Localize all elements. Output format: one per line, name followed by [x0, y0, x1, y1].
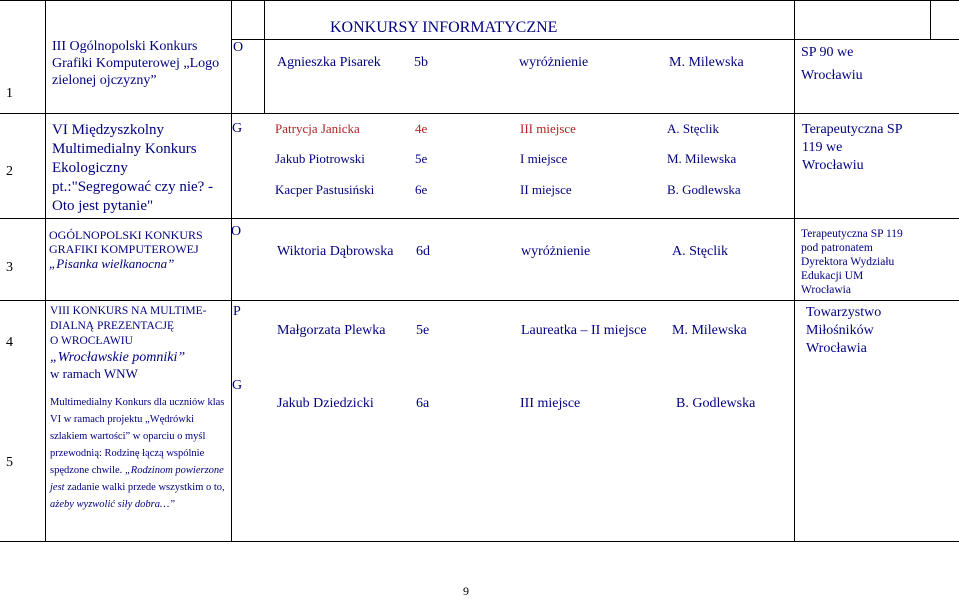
contest-name: „Wrocławskie pomniki” — [50, 350, 186, 365]
student-name: Małgorzata Plewka — [277, 323, 386, 338]
contest-name: III Ogólnopolski Konkurs Grafiki Komputerowej „Logo zielonej ojczyzny” — [52, 39, 220, 88]
student-name: Kacper Pastusiński — [275, 182, 375, 197]
student-name: Jakub Dziedzicki — [277, 396, 374, 411]
table-title: KONKURSY INFORMATYCZNE — [330, 19, 558, 36]
contest-name: w ramach WNW — [50, 366, 138, 381]
student-class: 4e — [415, 121, 428, 136]
table-col-separator — [794, 0, 795, 542]
teacher: B. Godlewska — [676, 396, 756, 411]
student-class: 6d — [416, 244, 430, 259]
contest-type: O — [233, 40, 244, 55]
contest-name: „Pisanka wielkanocna” — [49, 256, 175, 271]
teacher: M. Milewska — [669, 55, 744, 70]
student-class: 5b — [414, 55, 428, 70]
contest-name: GRAFIKI KOMPUTEROWEJ — [49, 242, 199, 256]
student-class: 6a — [416, 396, 430, 411]
teacher: M. Milewska — [667, 151, 737, 166]
contest-text: zadanie walki przede wszystkim o to, — [64, 482, 225, 493]
student-name: Patrycja Janicka — [275, 121, 360, 136]
result: II miejsce — [520, 182, 572, 197]
row-number: 3 — [6, 260, 13, 275]
table-col-separator — [231, 0, 232, 542]
contest-quote: „Rodzinom powierzone jest — [50, 465, 224, 493]
page-number: 9 — [463, 584, 469, 598]
table-border-bottom — [0, 541, 959, 542]
table-col-separator — [264, 0, 265, 113]
row-number: 5 — [6, 455, 13, 470]
organizer: Terapeutyczna SP 119 we Wrocławiu — [802, 122, 902, 173]
contest-type: O — [231, 224, 242, 239]
contest-type: G — [232, 121, 243, 136]
result: III miejsce — [520, 396, 581, 411]
contest-name: DIALNĄ PREZENTACJĘ — [50, 320, 174, 332]
organizer: SP 90 we Wrocławiu — [801, 45, 863, 83]
student-class: 6e — [415, 182, 428, 197]
contest-name: VI Międzyszkolny Multimedialny Konkurs Ekologiczny pt.:"Segregować czy nie? - Oto jest pytanie" — [52, 122, 214, 214]
student-name: Wiktoria Dąbrowska — [277, 244, 394, 259]
table-border-top — [0, 0, 959, 1]
row-number: 2 — [6, 164, 13, 179]
contest-name: VIII KONKURS NA MULTIME- — [50, 305, 207, 317]
contest-name: OGÓLNOPOLSKI KONKURS — [49, 228, 203, 242]
teacher: A. Stęclik — [667, 121, 719, 136]
teacher: B. Godlewska — [667, 182, 741, 197]
teacher: A. Stęclik — [672, 244, 728, 259]
organizer: Terapeutyczna SP 119 pod patronatem Dyrektora Wydziału Edukacji UM Wrocławia — [801, 228, 903, 296]
result: III miejsce — [520, 121, 576, 136]
result: wyróżnienie — [519, 55, 589, 70]
result: Laureatka – II miejsce — [521, 323, 647, 338]
result: I miejsce — [520, 151, 568, 166]
contest-type: G — [232, 378, 243, 393]
table-row-separator — [0, 113, 959, 114]
table-row-separator — [0, 218, 959, 219]
contest-text: Multimedialny Konkurs dla uczniów klas VI w ramach projektu „Wędrówki szlakiem wartości” w oparciu o myśl przewodnią: Rodzinę łączą wspólnie spędzone chwile. — [50, 397, 225, 476]
result: wyróżnienie — [521, 244, 591, 259]
contest-quote: ażeby wyzwolić siły dobra…” — [50, 499, 176, 510]
organizer: Towarzystwo Miłośników Wrocławia — [806, 305, 882, 356]
student-name: Agnieszka Pisarek — [277, 55, 381, 70]
table-col-separator — [45, 0, 46, 542]
teacher: M. Milewska — [672, 323, 747, 338]
student-class: 5e — [416, 323, 430, 338]
contest-name: O WROCŁAWIU — [50, 335, 133, 347]
student-name: Jakub Piotrowski — [275, 151, 365, 166]
contest-name — [50, 394, 228, 513]
table-col-separator — [930, 0, 931, 40]
table-header-separator — [231, 39, 959, 40]
contest-type: P — [233, 304, 241, 319]
table-row-separator — [0, 300, 959, 301]
row-number: 4 — [6, 335, 13, 350]
student-class: 5e — [415, 151, 428, 166]
row-number: 1 — [6, 86, 13, 101]
